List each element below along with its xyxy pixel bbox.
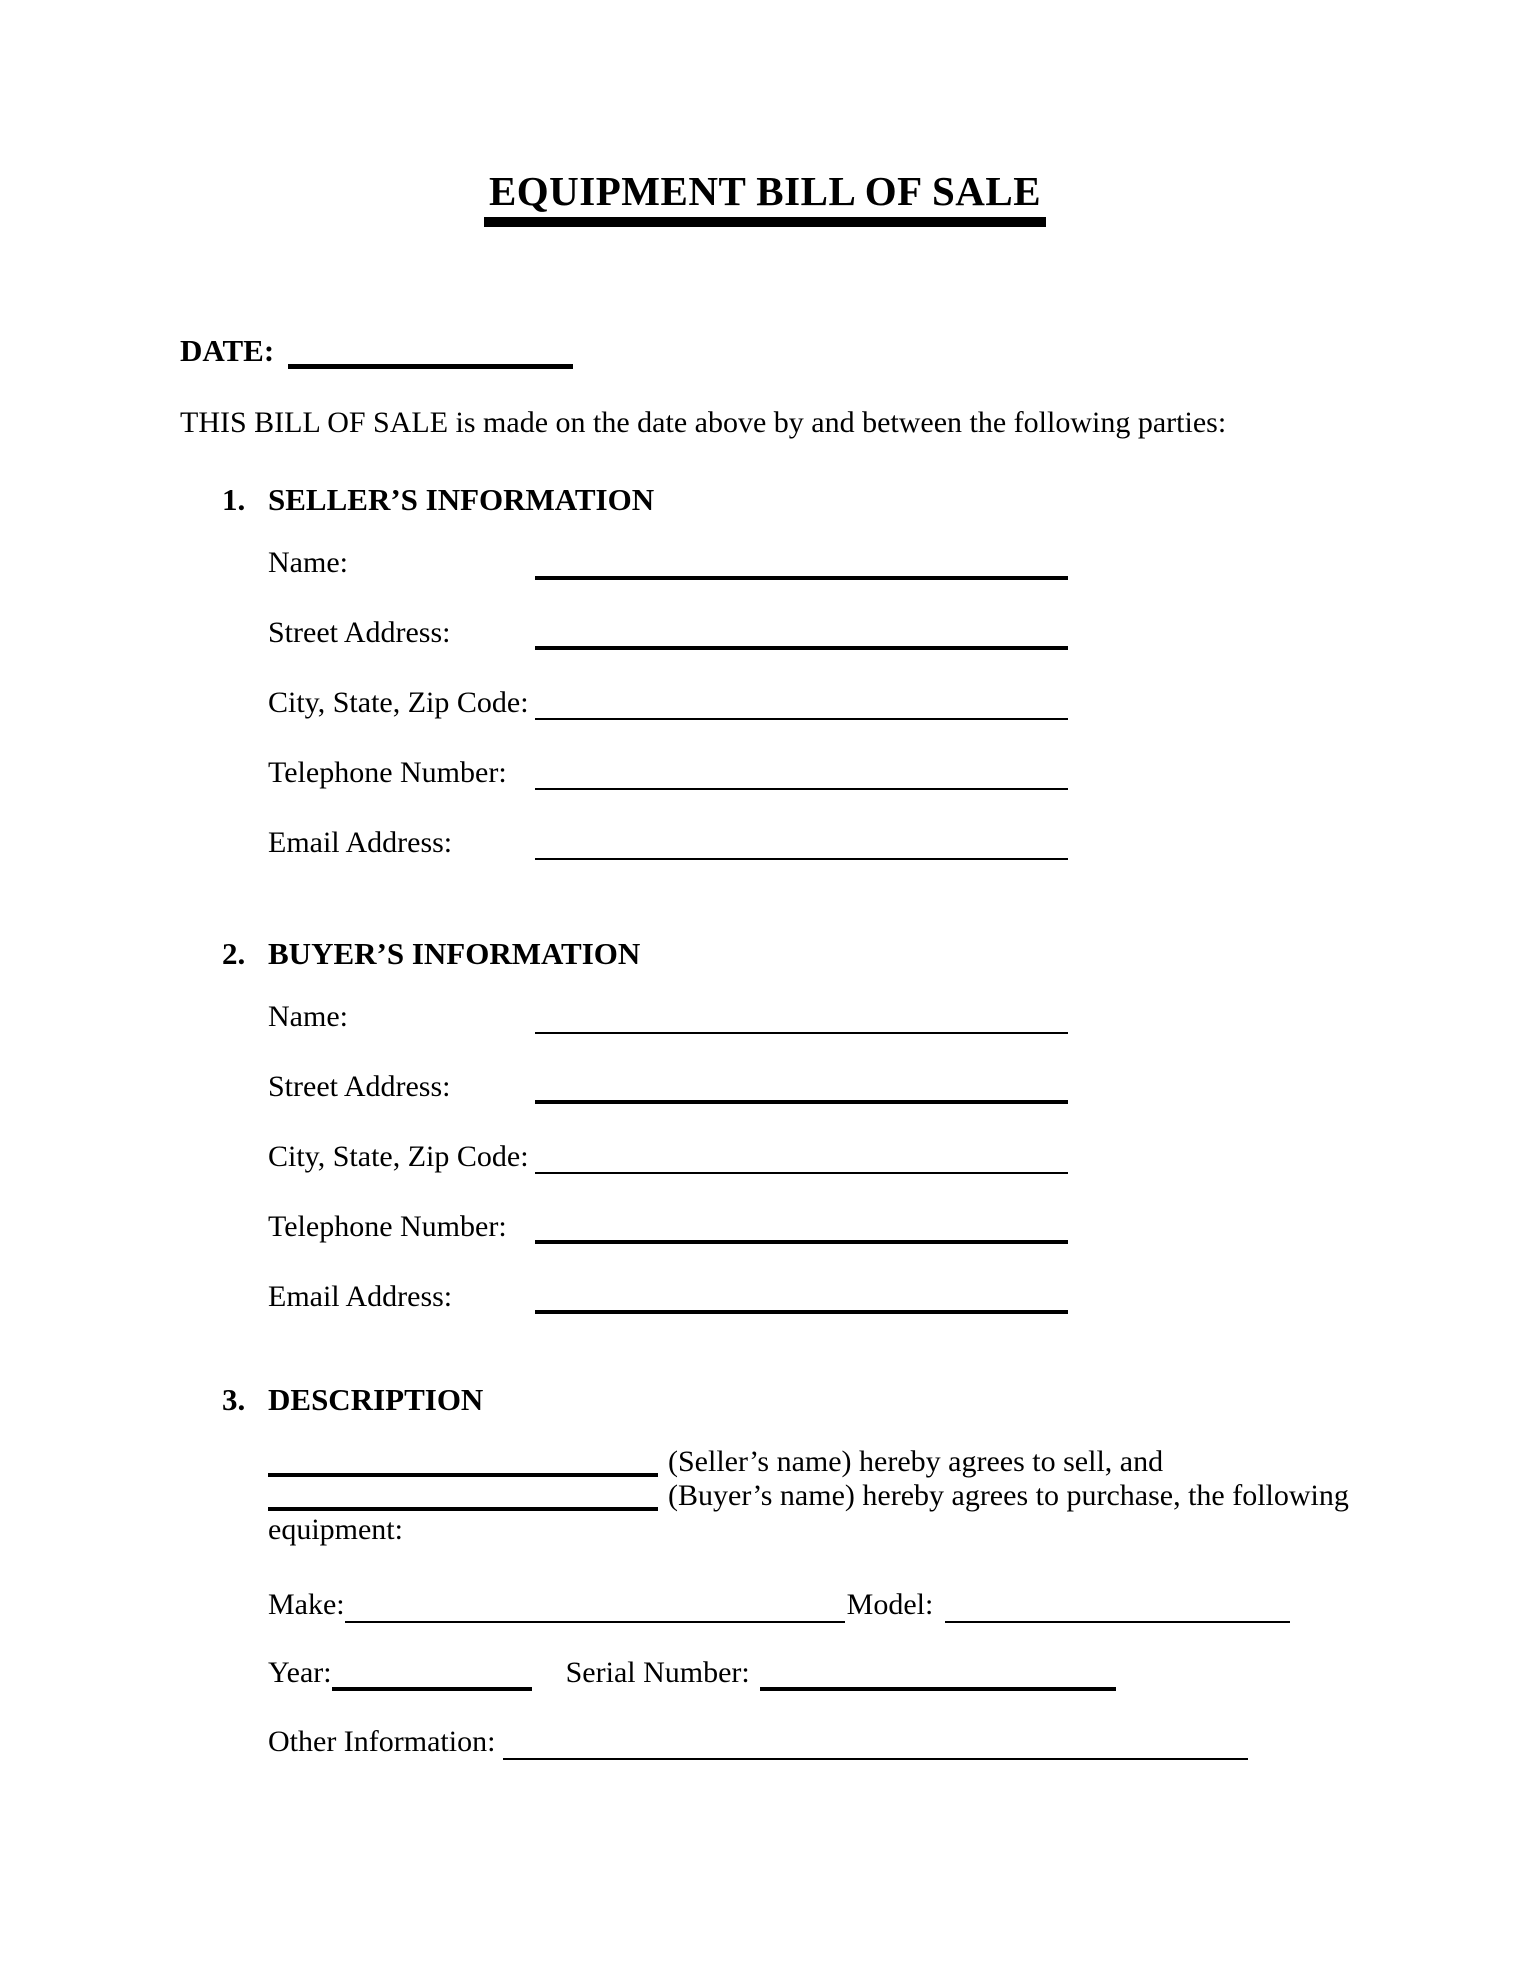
date-row — [180, 333, 1530, 369]
field-label: Street Address: — [268, 1070, 451, 1103]
seller-city-row — [268, 685, 1068, 721]
buyer-phone-row — [268, 1209, 1068, 1245]
field-label: Name: — [268, 1000, 348, 1033]
field-label: Email Address: — [268, 1280, 453, 1313]
date-label: DATE: — [180, 333, 275, 368]
section-1-heading — [222, 481, 1530, 519]
model-label: Model: — [846, 1588, 934, 1621]
buyer-phone-input-line[interactable] — [535, 1210, 1068, 1244]
seller-name-row — [268, 545, 1068, 581]
field-label: City, State, Zip Code: — [268, 1140, 529, 1173]
make-input-line[interactable] — [345, 1591, 845, 1623]
seller-email-input-line[interactable] — [535, 828, 1068, 860]
buyer-email-input-line[interactable] — [535, 1280, 1068, 1314]
section-3-number: 3. — [222, 1382, 246, 1417]
seller-street-input-line[interactable] — [535, 616, 1068, 650]
year-label: Year: — [268, 1656, 332, 1689]
equipment-word: equipment: — [268, 1513, 403, 1546]
make-model-row — [268, 1587, 1290, 1623]
buyer-email-row — [268, 1279, 1068, 1315]
section-2-heading — [222, 935, 1530, 973]
seller-phone-row — [268, 755, 1068, 791]
section-3-heading — [222, 1381, 1530, 1419]
seller-name-blank-line[interactable] — [268, 1445, 658, 1477]
field-label: Telephone Number: — [268, 1210, 507, 1243]
field-label: Telephone Number: — [268, 756, 507, 789]
intro-paragraph: THIS BILL OF SALE is made on the date above by and between the following parties: — [180, 406, 1227, 439]
description-block — [268, 1445, 1418, 1547]
buyer-name-input-line[interactable] — [535, 1002, 1068, 1034]
section-2-number: 2. — [222, 936, 246, 971]
buyer-name-blank-line[interactable] — [268, 1479, 658, 1511]
buyer-city-row — [268, 1139, 1068, 1175]
other-information-label: Other Information: — [268, 1725, 496, 1758]
seller-street-row — [268, 615, 1068, 651]
section-3-title: DESCRIPTION — [268, 1382, 484, 1417]
serial-number-label: Serial Number: — [565, 1656, 750, 1689]
seller-name-blank-row — [268, 1445, 1418, 1479]
buyer-name-blank-row — [268, 1479, 1418, 1513]
buyer-name-row — [268, 999, 1068, 1035]
buyer-street-row — [268, 1069, 1068, 1105]
field-label: City, State, Zip Code: — [268, 686, 529, 719]
section-2-title: BUYER’S INFORMATION — [268, 936, 641, 971]
seller-name-input-line[interactable] — [535, 546, 1068, 580]
seller-phone-input-line[interactable] — [535, 758, 1068, 790]
other-information-row — [268, 1724, 1248, 1760]
year-input-line[interactable] — [332, 1657, 532, 1691]
buyer-blank-suffix: (Buyer’s name) hereby agrees to purchase, the following — [668, 1479, 1349, 1512]
buyer-street-input-line[interactable] — [535, 1070, 1068, 1104]
field-label: Email Address: — [268, 826, 453, 859]
field-label: Street Address: — [268, 616, 451, 649]
field-label: Name: — [268, 546, 348, 579]
seller-email-row — [268, 825, 1068, 861]
seller-blank-suffix: (Seller’s name) hereby agrees to sell, and — [668, 1445, 1164, 1478]
make-label: Make: — [268, 1588, 345, 1621]
seller-city-input-line[interactable] — [535, 688, 1068, 720]
buyer-city-input-line[interactable] — [535, 1142, 1068, 1174]
title-block — [0, 0, 1530, 227]
other-information-input-line[interactable] — [503, 1728, 1248, 1760]
section-1-title: SELLER’S INFORMATION — [268, 482, 655, 517]
date-input-line[interactable] — [288, 334, 573, 369]
section-1-number: 1. — [222, 482, 246, 517]
document-title: EQUIPMENT BILL OF SALE — [484, 166, 1046, 227]
model-input-line[interactable] — [945, 1591, 1290, 1623]
year-serial-row — [268, 1655, 1152, 1691]
serial-number-input-line[interactable] — [760, 1657, 1116, 1691]
